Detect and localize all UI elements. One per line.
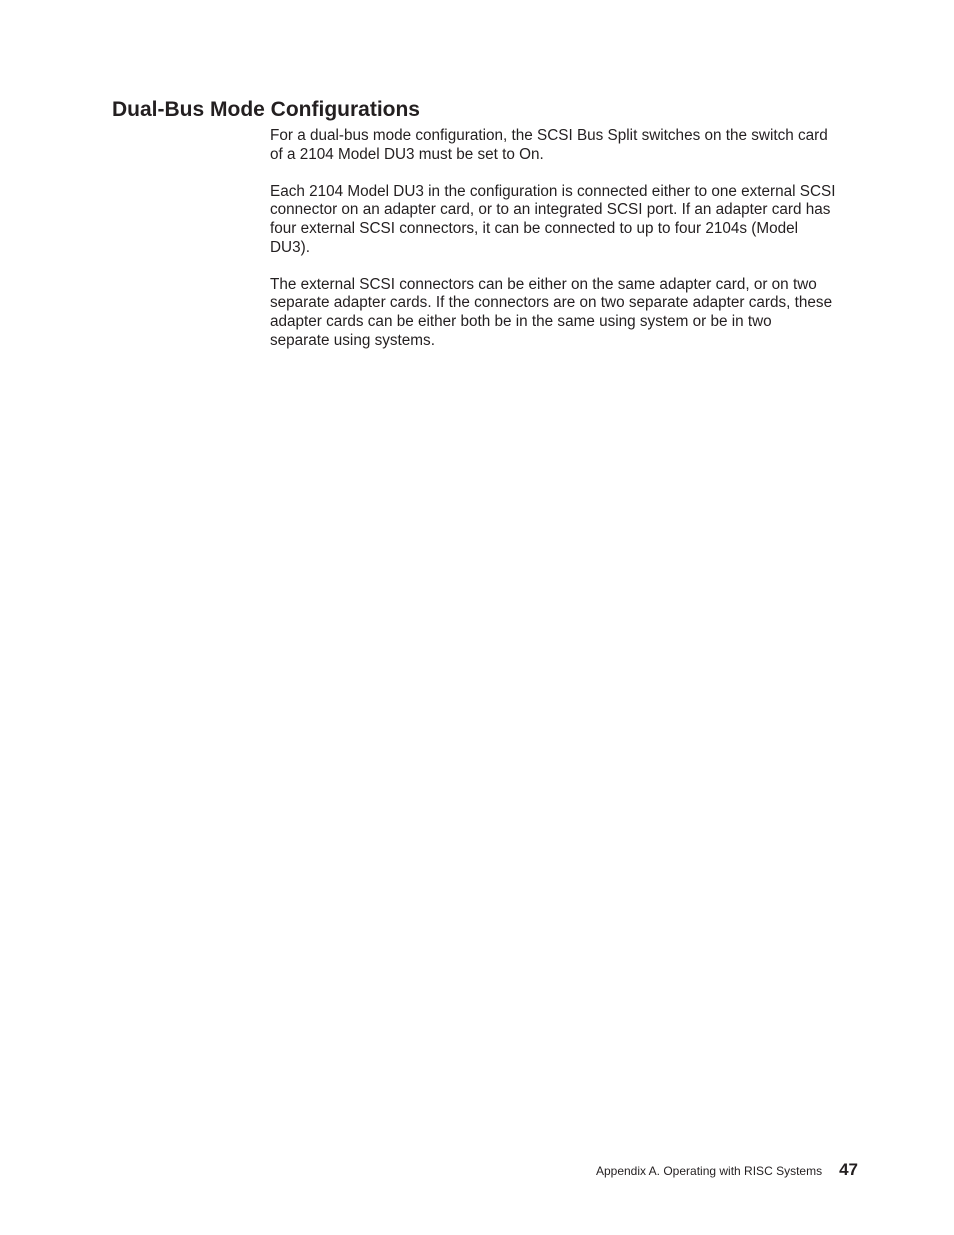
text-line: separate adapter cards. If the connectors are on two separate adapter cards, these <box>270 294 833 312</box>
paragraph-dual-bus-switch <box>270 127 865 164</box>
paragraph-connection <box>270 183 865 257</box>
text-line: connector on an adapter card, or to an integrated SCSI port. If an adapter card has <box>270 201 831 219</box>
text-line: The external SCSI connectors can be either on the same adapter card, or on two <box>270 275 817 293</box>
text-line: For a dual-bus mode configuration, the SCSI Bus Split switches on the switch card <box>270 127 828 144</box>
footer-section-title: Appendix A. Operating with RISC Systems <box>595 1164 823 1178</box>
text-line: Each 2104 Model DU3 in the configuration is connected either to one external SCSI <box>270 182 836 200</box>
text-line: DU3). <box>270 238 310 256</box>
page-footer <box>596 1160 858 1181</box>
text-line: four external SCSI connectors, it can be connected to up to four 2104s (Model <box>270 219 799 237</box>
section-heading: Dual-Bus Mode Configurations <box>112 98 420 121</box>
text-line: separate using systems. <box>270 331 435 349</box>
body-text <box>270 127 865 369</box>
text-line: of a 2104 Model DU3 must be set to On. <box>270 145 544 163</box>
text-line: adapter cards can be either both be in the same using system or be in two <box>270 312 772 330</box>
paragraph-connectors <box>270 276 865 350</box>
page-number: 47 <box>839 1160 858 1179</box>
